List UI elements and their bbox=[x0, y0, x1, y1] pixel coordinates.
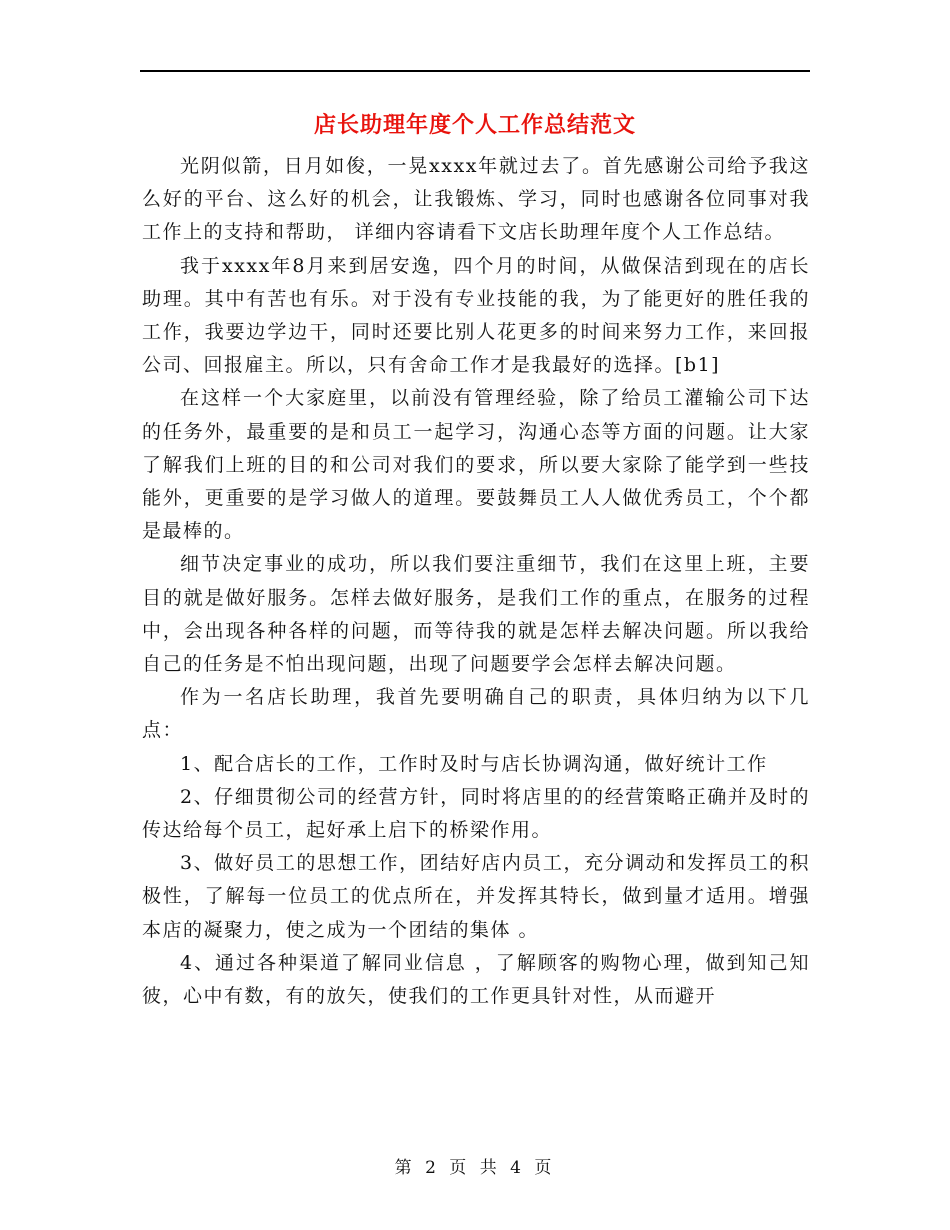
list-item: 3、做好员工的思想工作，团结好店内员工，充分调动和发挥员工的积极性，了解每一位员工的优点所在，并发挥其特长，做到量才适用。增强本店的凝聚力，使之成为一个团结的集体 。 bbox=[142, 852, 810, 941]
page-number-footer: 第 2 页 共 4 页 bbox=[394, 1158, 556, 1178]
list-item: 1、配合店长的工作，工作时及时与店长协调沟通，做好统计工作 bbox=[180, 752, 768, 775]
paragraph: 细节决定事业的成功，所以我们要注重细节，我们在这里上班，主要目的就是做好服务。怎样去做好服务，是我们工作的重点，在服务的过程中，会出现各种各样的问题，而等待我的就是怎样去解决问题。所以我给自己的任务是不怕出现问题，出现了问题要学会怎样去解决问题。 bbox=[142, 553, 810, 676]
header-rule bbox=[140, 70, 810, 72]
paragraph: 光阴似箭，日月如俊，一晃xxxx年就过去了。首先感谢公司给予我这么好的平台、这么好的机会，让我锻炼、学习，同时也感谢各位同事对我工作上的支持和帮助， 详细内容请看下文店长助理年度个人工作总结。 bbox=[142, 155, 810, 244]
paragraph: 我于xxxx年8月来到居安逸，四个月的时间，从做保洁到现在的店长助理。其中有苦也有乐。对于没有专业技能的我，为了能更好的胜任我的工作，我要边学边干，同时还要比别人花更多的时间来努力工作，来回报公司、回报雇主。所以，只有舍命工作才是我最好的选择。[b1] bbox=[142, 254, 810, 377]
list-item: 4、通过各种渠道了解同业信息 ，了解顾客的购物心理，做到知己知彼，心中有数，有的放矢，使我们的工作更具针对性，从而避开 bbox=[142, 951, 810, 1008]
paragraph: 在这样一个大家庭里，以前没有管理经验，除了给员工灌输公司下达的任务外，最重要的是和员工一起学习，沟通心态等方面的问题。让大家了解我们上班的目的和公司对我们的要求，所以要大家除了能学到一些技能外，更重要的是学习做人的道理。要鼓舞员工人人做优秀员工，个个都是最棒的。 bbox=[142, 387, 810, 543]
document-title: 店长助理年度个人工作总结范文 bbox=[313, 112, 636, 138]
paragraph: 作为一名店长助理，我首先要明确自己的职责，具体归纳为以下几点： bbox=[142, 686, 810, 742]
list-item: 2、仔细贯彻公司的经营方针，同时将店里的的经营策略正确并及时的传达给每个员工，起好承上启下的桥梁作用。 bbox=[142, 785, 810, 842]
document-body bbox=[142, 150, 810, 1013]
